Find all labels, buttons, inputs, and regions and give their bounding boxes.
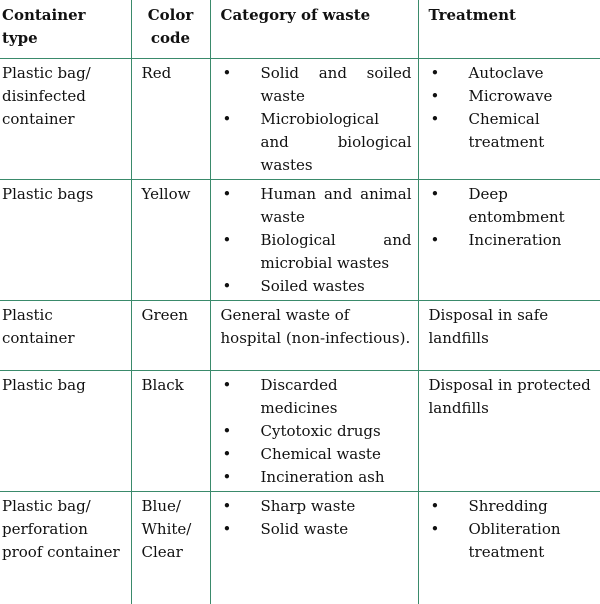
category-item: • Solid waste [221, 518, 412, 541]
color-cell: Black [131, 371, 210, 492]
color-cell: Red [131, 59, 210, 180]
category-item: • Chemical waste [221, 443, 412, 466]
category-item: • Sharp waste [221, 495, 412, 518]
category-item: • Biological and microbial wastes [221, 229, 412, 275]
container-cell: Plastic bag/ disinfected container [0, 59, 131, 180]
header-category: Category of waste [210, 0, 418, 59]
table-row [0, 492, 600, 604]
category-item: • Soiled wastes [221, 275, 412, 298]
treatment-item: • Autoclave [429, 62, 595, 85]
category-item: • Incineration ash [221, 466, 412, 489]
treatment-item: • Deep entombment [429, 183, 595, 229]
container-cell: Plastic bag/ perforation proof container [2, 497, 120, 561]
category-item: • Discarded medicines [221, 374, 412, 420]
color-cell: Green [131, 301, 210, 371]
category-cell [210, 59, 418, 180]
treatment-cell: Disposal in safe landfills [418, 301, 600, 371]
treatment-cell [418, 492, 600, 604]
category-cell [210, 492, 418, 604]
header-treatment: Treatment [418, 0, 600, 59]
container-cell: Plastic container [0, 301, 131, 371]
color-cell: Blue/ White/ Clear [131, 492, 210, 604]
treatment-item: • Obliteration treatment [429, 518, 595, 564]
category-cell: General waste of hospital (non-infectious). [210, 301, 418, 371]
treatment-cell: Disposal in protected landfills [418, 371, 600, 492]
category-cell [210, 371, 418, 492]
category-item: • Cytotoxic drugs [221, 420, 412, 443]
category-cell [210, 180, 418, 301]
treatment-cell [418, 59, 600, 180]
container-cell: Plastic bags [0, 180, 131, 301]
treatment-item: • Microwave [429, 85, 595, 108]
color-cell: Yellow [131, 180, 210, 301]
header-color-code: Color code [131, 0, 210, 59]
treatment-item: • Incineration [429, 229, 595, 252]
treatment-item: • Chemical treatment [429, 108, 595, 154]
category-item: • Human and animal waste [221, 183, 412, 229]
table-header-row [0, 0, 600, 59]
container-cell: Plastic bag [0, 371, 131, 492]
table-row [0, 301, 600, 371]
table-row [0, 371, 600, 492]
table-row [0, 180, 600, 301]
treatment-cell [418, 180, 600, 301]
category-item: • Solid and soiled waste [221, 62, 412, 108]
category-item: • Microbiological and biological wastes [221, 108, 412, 177]
table-row [0, 59, 600, 180]
header-container-type: Container type [0, 0, 131, 59]
treatment-item: • Shredding [429, 495, 595, 518]
